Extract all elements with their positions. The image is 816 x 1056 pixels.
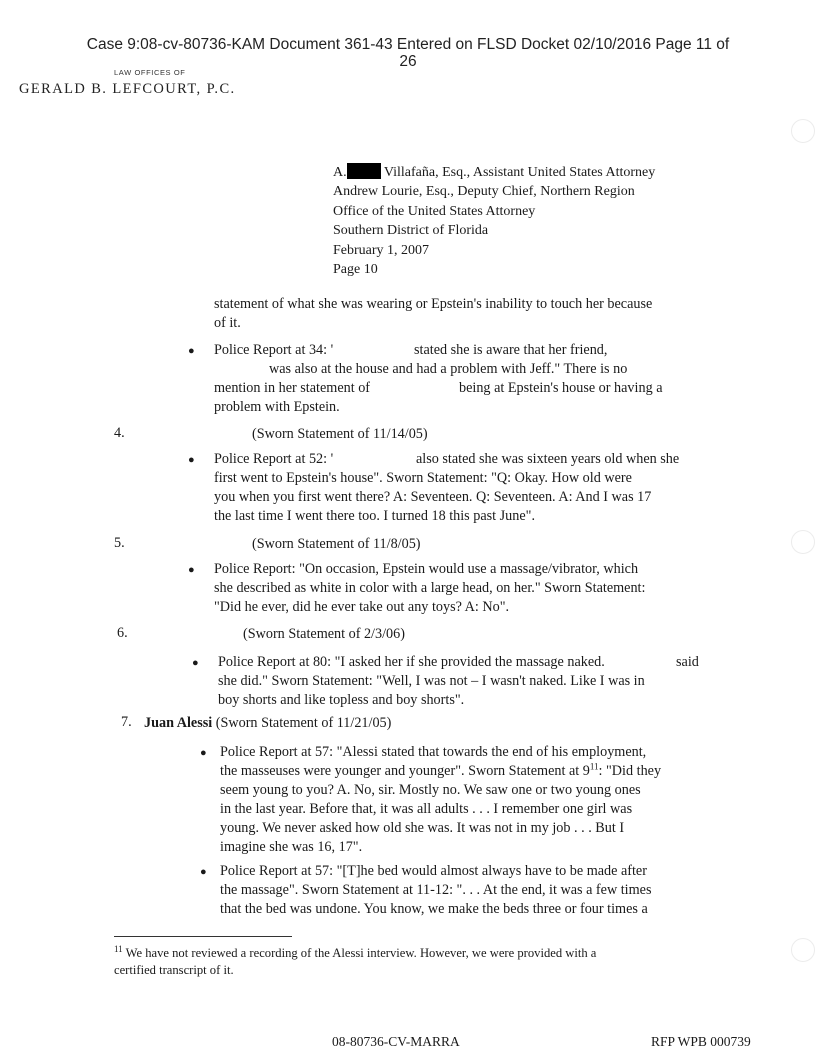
address-line-3: Office of the United States Attorney	[333, 203, 536, 219]
footnote-reference: 11	[589, 761, 599, 772]
bates-case-number: 08-80736-CV-MARRA	[332, 1034, 460, 1049]
bullet-item: Police Report at 57: "[T]he bed would almost always have to be made after the massage". Sworn Statement at 11-12: ". . . At the end, it was a few times that the bed was undone. You know, we make the beds three or four times a	[220, 863, 652, 917]
bullet-icon: ●	[200, 866, 207, 878]
bullet-icon: ●	[188, 345, 195, 357]
address-line-2: Andrew Lourie, Esq., Deputy Chief, Northern Region	[333, 184, 635, 200]
bullet-icon: ●	[200, 747, 207, 759]
address-line-4: Southern District of Florida	[333, 223, 489, 239]
bullet-icon: ●	[188, 454, 195, 466]
bates-page-id: RFP WPB 000739	[651, 1034, 751, 1049]
section-6-heading: (Sworn Statement of 2/3/06)	[243, 626, 405, 642]
case-header-line-1: Case 9:08-cv-80736-KAM Document 361-43 Entered on FLSD Docket 02/10/2016 Page 11 of	[86, 36, 730, 53]
punch-hole-mark	[791, 119, 815, 143]
section-number-6: 6.	[117, 625, 128, 641]
bullet-item: Police Report: "On occasion, Epstein would use a massage/vibrator, which she described as white in color with a large head, on her." Sworn Statement: "Did he ever, did he ever take out any toys? A: No".	[214, 561, 646, 615]
punch-hole-mark	[791, 530, 815, 554]
section-number-7: 7.	[121, 714, 132, 730]
bullet-item: Police Report at 80: "I asked her if she provided the massage naked. said she did." Sworn Statement: "Well, I was not – I wasn't naked. Like I was in boy shorts and like topless and boy shorts".	[218, 654, 699, 708]
firm-name: GERALD B. LEFCOURT, P.C.	[19, 81, 236, 97]
bullet-icon: ●	[192, 657, 199, 669]
bullet-item: Police Report at 34: ' stated she is aware that her friend, was also at the house and had a problem with Jeff." There is no mention in her statement of being at Epstein's house or having a problem with Epstein.	[214, 342, 663, 415]
bullet-icon: ●	[188, 564, 195, 576]
footnote-marker: 11	[114, 943, 123, 954]
section-5-heading: (Sworn Statement of 11/8/05)	[252, 536, 421, 552]
section-number-4: 4.	[114, 425, 125, 441]
continuation-paragraph: statement of what she was wearing or Epstein's inability to touch her because of it.	[214, 296, 653, 331]
case-header	[40, 36, 776, 70]
redaction-box	[347, 163, 381, 179]
section-4-heading: (Sworn Statement of 11/14/05)	[252, 426, 428, 442]
punch-hole-mark	[791, 938, 815, 962]
section-7-heading: Juan Alessi (Sworn Statement of 11/21/05)	[144, 715, 392, 731]
addressee-line: A. Villafaña, Esq., Assistant United States Attorney	[333, 165, 656, 180]
bullet-item: Police Report at 57: "Alessi stated that towards the end of his employment, the masseuses were younger and younger". Sworn Statement at 9$^{11}$: "Did they seem young to you? A. No, sir. Mostly no. We saw one or two young ones in the last year. Before that, it was all adults . . . I remember one girl was young. We never asked how old she was. It was not in my job . . . But I imagine she was 16, 17".	[220, 744, 662, 855]
case-header-line-2: 26	[399, 53, 417, 70]
footnote: $^{11}$ We have not reviewed a recording of the Alessi interview. However, we were provided with a certified transcript of it.	[114, 943, 597, 977]
section-number-5: 5.	[114, 535, 125, 551]
law-offices-label: LAW OFFICES OF	[114, 68, 186, 77]
witness-name: Juan Alessi	[144, 715, 213, 731]
address-block	[333, 163, 655, 279]
letter-date: February 1, 2007	[333, 242, 430, 258]
bullet-item: Police Report at 52: ' also stated she was sixteen years old when she first went to Epstein's house". Sworn Statement: "Q: Okay. How old were you when you first went there? A: Seventeen. Q: Seventeen. A: And I was 17 the last time I went there too. I turned 18 this past June".	[214, 451, 680, 524]
footnote-divider	[114, 936, 292, 937]
page-number-label: Page 10	[333, 262, 378, 278]
